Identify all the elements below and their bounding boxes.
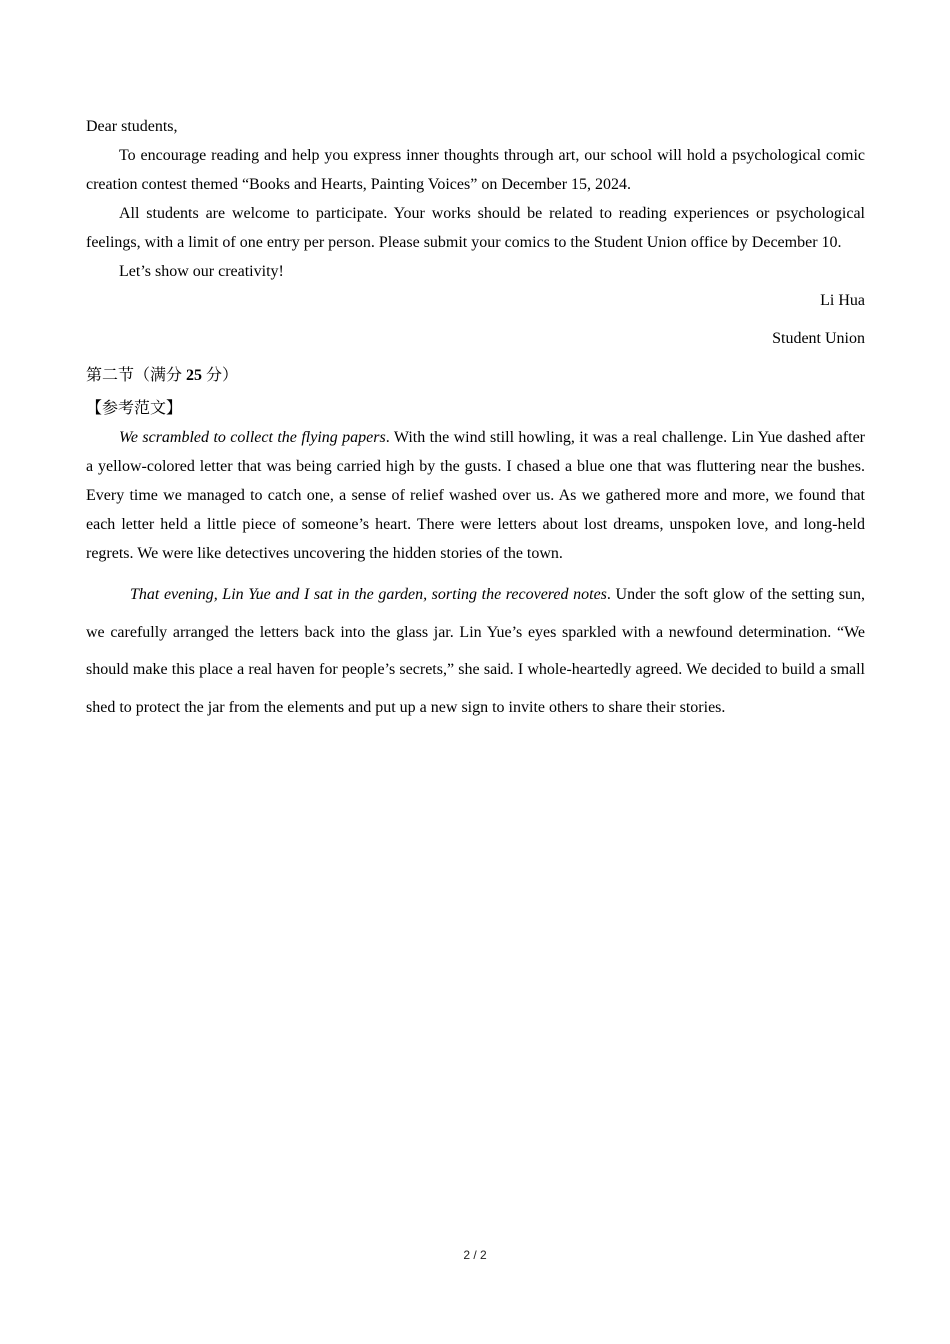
section-title [86,361,865,390]
document-page [86,112,865,726]
section-title-prefix: 第二节（满分 [86,367,183,384]
letter-greeting: Dear students, [86,118,178,135]
letter-paragraph-2: All students are welcome to participate. Your works should be related to reading experiences or psychological feelings, with a limit of one entry per person. Please submit your comics to the Student Union office by December 10. [86,205,865,251]
essay-paragraph-2-lead: That evening, Lin Yue and I sat in the garden, sorting the recovered notes [130,586,607,603]
essay-paragraph-1-lead: We scrambled to collect the flying papers [119,429,386,446]
essay-paragraph-1-body: . With the wind still howling, it was a real challenge. Lin Yue dashed after a yellow-colored letter that was being carried high by the gusts. I chased a blue one that was fluttering near the bushes. Every time we managed to catch one, a sense of relief washed over us. As we gathered more and more, we found that each letter held a little piece of someone’s heart. There were letters about lost dreams, unspoken love, and long-held regrets. We were like detectives uncovering the hidden stories of the town. [86,429,865,562]
letter-paragraph-1: To encourage reading and help you express inner thoughts through art, our school will hold a psychological comic creation contest themed “Books and Hearts, Painting Voices” on December 15, 2024. [86,147,865,193]
section-title-suffix: 分） [206,367,239,384]
essay-paragraph-1 [86,423,865,568]
page-number: 2 / 2 [463,1248,487,1262]
essay-paragraph-2 [86,576,865,726]
letter-paragraph-3: Let’s show our creativity! [119,263,284,280]
section-score: 25 [186,367,203,384]
sample-essay-label: 【参考范文】 [86,400,183,417]
signature-organization: Student Union [772,330,865,347]
signature-name: Li Hua [820,292,865,309]
letter-signature [86,286,865,353]
essay-paragraph-2-body: . Under the soft glow of the setting sun, we carefully arranged the letters back into the glass jar. Lin Yue’s eyes sparkled with a newfound determination. “We should make this place a real haven for people’s secrets,” she said. I whole-heartedly agreed. We decided to build a small shed to protect the jar from the elements and put up a new sign to invite others to share their stories. [86,586,866,716]
